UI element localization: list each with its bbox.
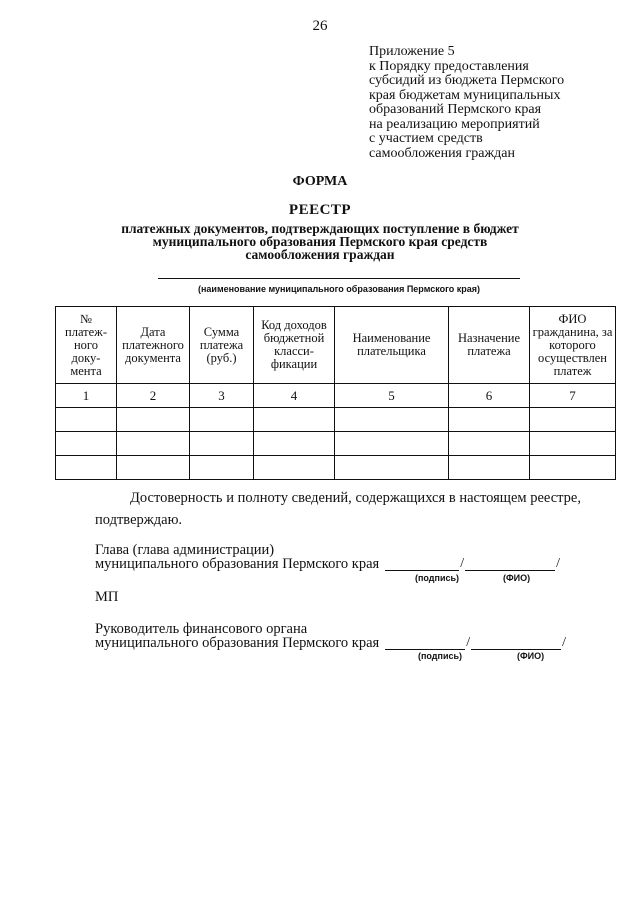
municipality-name-caption: (наименование муниципального образования Пермского края) <box>197 284 480 294</box>
header-payer-name: Наименование плательщика <box>335 307 449 384</box>
header-payment-purpose: Назначение платежа <box>449 307 530 384</box>
column-number: 1 <box>56 384 117 408</box>
appendix-line: образований Пермского края <box>369 102 542 117</box>
table-cell[interactable] <box>449 456 530 480</box>
table-cell[interactable] <box>530 408 616 432</box>
table-cell[interactable] <box>530 456 616 480</box>
appendix-line: субсидий из бюджета Пермского <box>369 73 565 88</box>
table-row <box>56 432 616 456</box>
table-cell[interactable] <box>190 432 254 456</box>
page-number: 26 <box>312 18 328 34</box>
table-row <box>56 408 616 432</box>
table-cell[interactable] <box>190 456 254 480</box>
stamp-place-label: МП <box>95 589 119 605</box>
column-number: 2 <box>117 384 190 408</box>
head-title-line: Глава (глава администрации) <box>95 542 275 558</box>
header-doc-date: Дата платежного документа <box>117 307 190 384</box>
head-title-line: муниципального образования Пермского края <box>95 556 380 572</box>
finance-title-line: Руководитель финансового органа <box>95 621 308 637</box>
subtitle-line: платежных документов, подтверждающих поступление в бюджет <box>121 221 519 236</box>
appendix-line: к Порядку предоставления <box>369 58 529 74</box>
table-cell[interactable] <box>449 408 530 432</box>
table-cell[interactable] <box>449 432 530 456</box>
header-amount: Сумма платежа (руб.) <box>190 307 254 384</box>
finance-signature-block: Руководитель финансового органа муниципального образования Пермского края / / <box>95 622 595 650</box>
table-cell[interactable] <box>254 408 335 432</box>
municipality-name-line <box>158 278 520 279</box>
head-signature-block: Глава (глава администрации) муниципального образования Пермского края / / <box>95 543 595 571</box>
finance-title-line: муниципального образования Пермского края <box>95 635 380 651</box>
column-number: 6 <box>449 384 530 408</box>
head-name-field[interactable] <box>465 558 555 571</box>
column-number: 4 <box>254 384 335 408</box>
appendix-line: Приложение 5 <box>369 44 455 59</box>
column-number: 3 <box>190 384 254 408</box>
subtitle-line: самообложения граждан <box>245 247 395 262</box>
registry-table <box>55 306 616 480</box>
table-row <box>56 456 616 480</box>
header-doc-number: № платеж-ного доку-мента <box>56 307 117 384</box>
table-cell[interactable] <box>335 456 449 480</box>
table-cell[interactable] <box>335 432 449 456</box>
appendix-line: с участием средств <box>369 131 483 146</box>
finance-name-field[interactable] <box>471 637 561 650</box>
column-number-row <box>56 384 616 408</box>
table-cell[interactable] <box>254 432 335 456</box>
header-income-code: Код доходов бюджетной класси-фикации <box>254 307 335 384</box>
table-cell[interactable] <box>117 408 190 432</box>
head-signature-caption: (подпись) <box>415 573 460 583</box>
table-cell[interactable] <box>56 456 117 480</box>
subtitle-line: муниципального образования Пермского края средств <box>152 234 488 249</box>
appendix-line: на реализацию мероприятий <box>369 116 540 132</box>
registry-subtitle <box>70 222 570 261</box>
appendix-line: края бюджетам муниципальных <box>369 87 561 103</box>
head-signature-field[interactable] <box>385 558 459 571</box>
head-name-caption: (ФИО) <box>503 573 531 583</box>
column-number: 7 <box>530 384 616 408</box>
appendix-line: самообложения граждан <box>369 145 515 161</box>
finance-name-caption: (ФИО) <box>517 651 545 661</box>
table-cell[interactable] <box>190 408 254 432</box>
table-cell[interactable] <box>117 432 190 456</box>
table-cell[interactable] <box>530 432 616 456</box>
confirmation-statement: Достоверность и полноту сведений, содержащихся в настоящем реестре, подтверждаю. <box>95 490 581 528</box>
header-citizen-name: ФИО гражданина, за которого осуществлен платеж <box>530 307 616 384</box>
form-label: ФОРМА <box>292 174 348 189</box>
finance-signature-caption: (подпись) <box>418 651 463 661</box>
table-header-row <box>56 307 616 384</box>
table-cell[interactable] <box>117 456 190 480</box>
finance-signature-field[interactable] <box>385 637 465 650</box>
table-cell[interactable] <box>56 432 117 456</box>
appendix-note <box>369 45 619 161</box>
registry-title: РЕЕСТР <box>288 202 352 218</box>
table-cell[interactable] <box>254 456 335 480</box>
column-number: 5 <box>335 384 449 408</box>
table-cell[interactable] <box>335 408 449 432</box>
table-cell[interactable] <box>56 408 117 432</box>
